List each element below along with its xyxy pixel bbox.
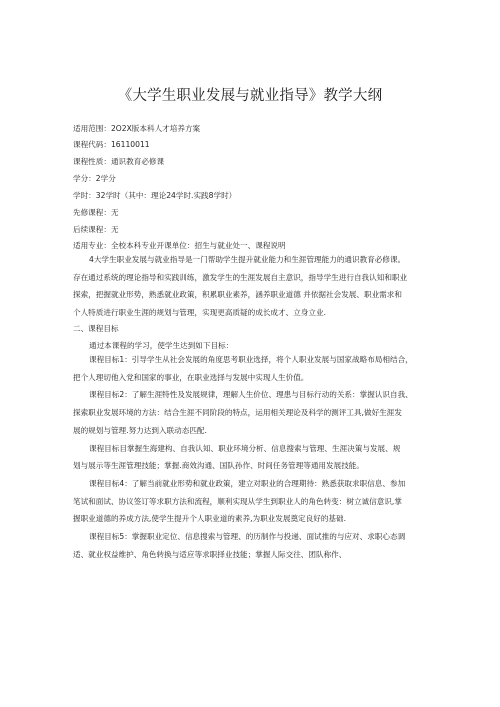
document-title: 《大学生职业发展与就业指导》教学大纲 <box>117 88 383 104</box>
meta-majors: 适用专业：全校本科专业开课单位：招生与就业处一、课程说明 <box>73 241 286 250</box>
paragraph-line: 课程目标2：了解生涯特性及发展规律，理解人生价位、理患与目标行动的关系：掌握认识自我、 <box>89 390 413 400</box>
paragraph-line: 课程目标4：了解当前就业形势和就业政策，建立对职业的合理期待：熟悉获取求职信息、参加 <box>89 478 406 488</box>
course-goals <box>73 351 431 563</box>
paragraph-line: 4大学生职业发展与就业指导是一门帮助学生提升就业能力和生涯管理能力的通识教育必修课。 <box>89 255 406 264</box>
paragraph-line: 适、就业权益维护、角色转换与适应等求职择业技能；掌握人际交往、团队称作、 <box>73 549 347 559</box>
goals-lead: 通过本课程的学习，使学生达到如下目标： <box>89 341 234 350</box>
paragraph-line: 存在通过系统的理论指导和实践训练，激发学生的生涯发展自主意识，指导学生进行自我认知和职业 <box>73 272 408 282</box>
meta-course-code: 课程代码：16110011 <box>73 140 150 149</box>
meta-credits: 学分：2学分 <box>73 174 116 183</box>
paragraph-line: 握职业道德的养成方法,使学生提升个人职业道的素养,为职业发展奠定良好的基础. <box>73 514 347 524</box>
meta-scope: 适用范围：2O2X版本科人才培养方案 <box>73 124 201 133</box>
meta-hours: 学时：32学时（其中：理论24学时.实践8学时） <box>73 191 237 200</box>
meta-followup: 后续课程：无 <box>73 225 119 234</box>
paragraph-line: 课程目标目掌握生海建构、自我认知、职业环境分析、信息搜索与管理、生涯决策与发展、规 <box>89 443 401 453</box>
course-description <box>73 251 431 322</box>
paragraph-line: 展的规划与管理.努力达到入联动态匹配. <box>73 425 207 435</box>
section-heading-goals: 二、课程目标 <box>73 324 119 333</box>
meta-prerequisite: 先修课程：无 <box>73 208 119 217</box>
paragraph-line: 笔试和面试、协议签订等求职方法和流程，顺利实现从学生到职业人的角色转变：树立诚信意识,掌 <box>73 496 402 506</box>
paragraph-line: 课程目标1：引导学生从社会发展的角度思考职业选择，将个人职业发展与国家战略布局相结合， <box>89 355 413 364</box>
paragraph-line: 课程目标5：掌握职业定位、信息搜索与管理、的历制作与投递、面试推的与应对、求职心态调 <box>89 532 406 542</box>
paragraph-line: 划与展示等生涯管理技能；掌握.商效沟通、国队孙作、时间任务管理等通用发展技能。 <box>73 461 364 471</box>
paragraph-line: 探索，把握就业形势，熟悉就业政策，积累职业素养，涵养职业道德 并依据社会发展、职业需求和 <box>73 290 402 300</box>
paragraph-line: 个人特质进行职业生涯的规划与管理，实现更高质疑的成长成才、立身立业. <box>73 308 327 318</box>
meta-course-nature: 课程性质：通识教育必修课 <box>73 157 165 166</box>
paragraph-line: 探索职业发展环境的方法：结合生涯不同阶段的特点，运用相关理论及科学的测评工具,做好生涯发 <box>73 408 402 418</box>
paragraph-line: 把个人理切他入党和国家的事业，在职业选择与发展中实现人生价值。 <box>73 372 309 382</box>
